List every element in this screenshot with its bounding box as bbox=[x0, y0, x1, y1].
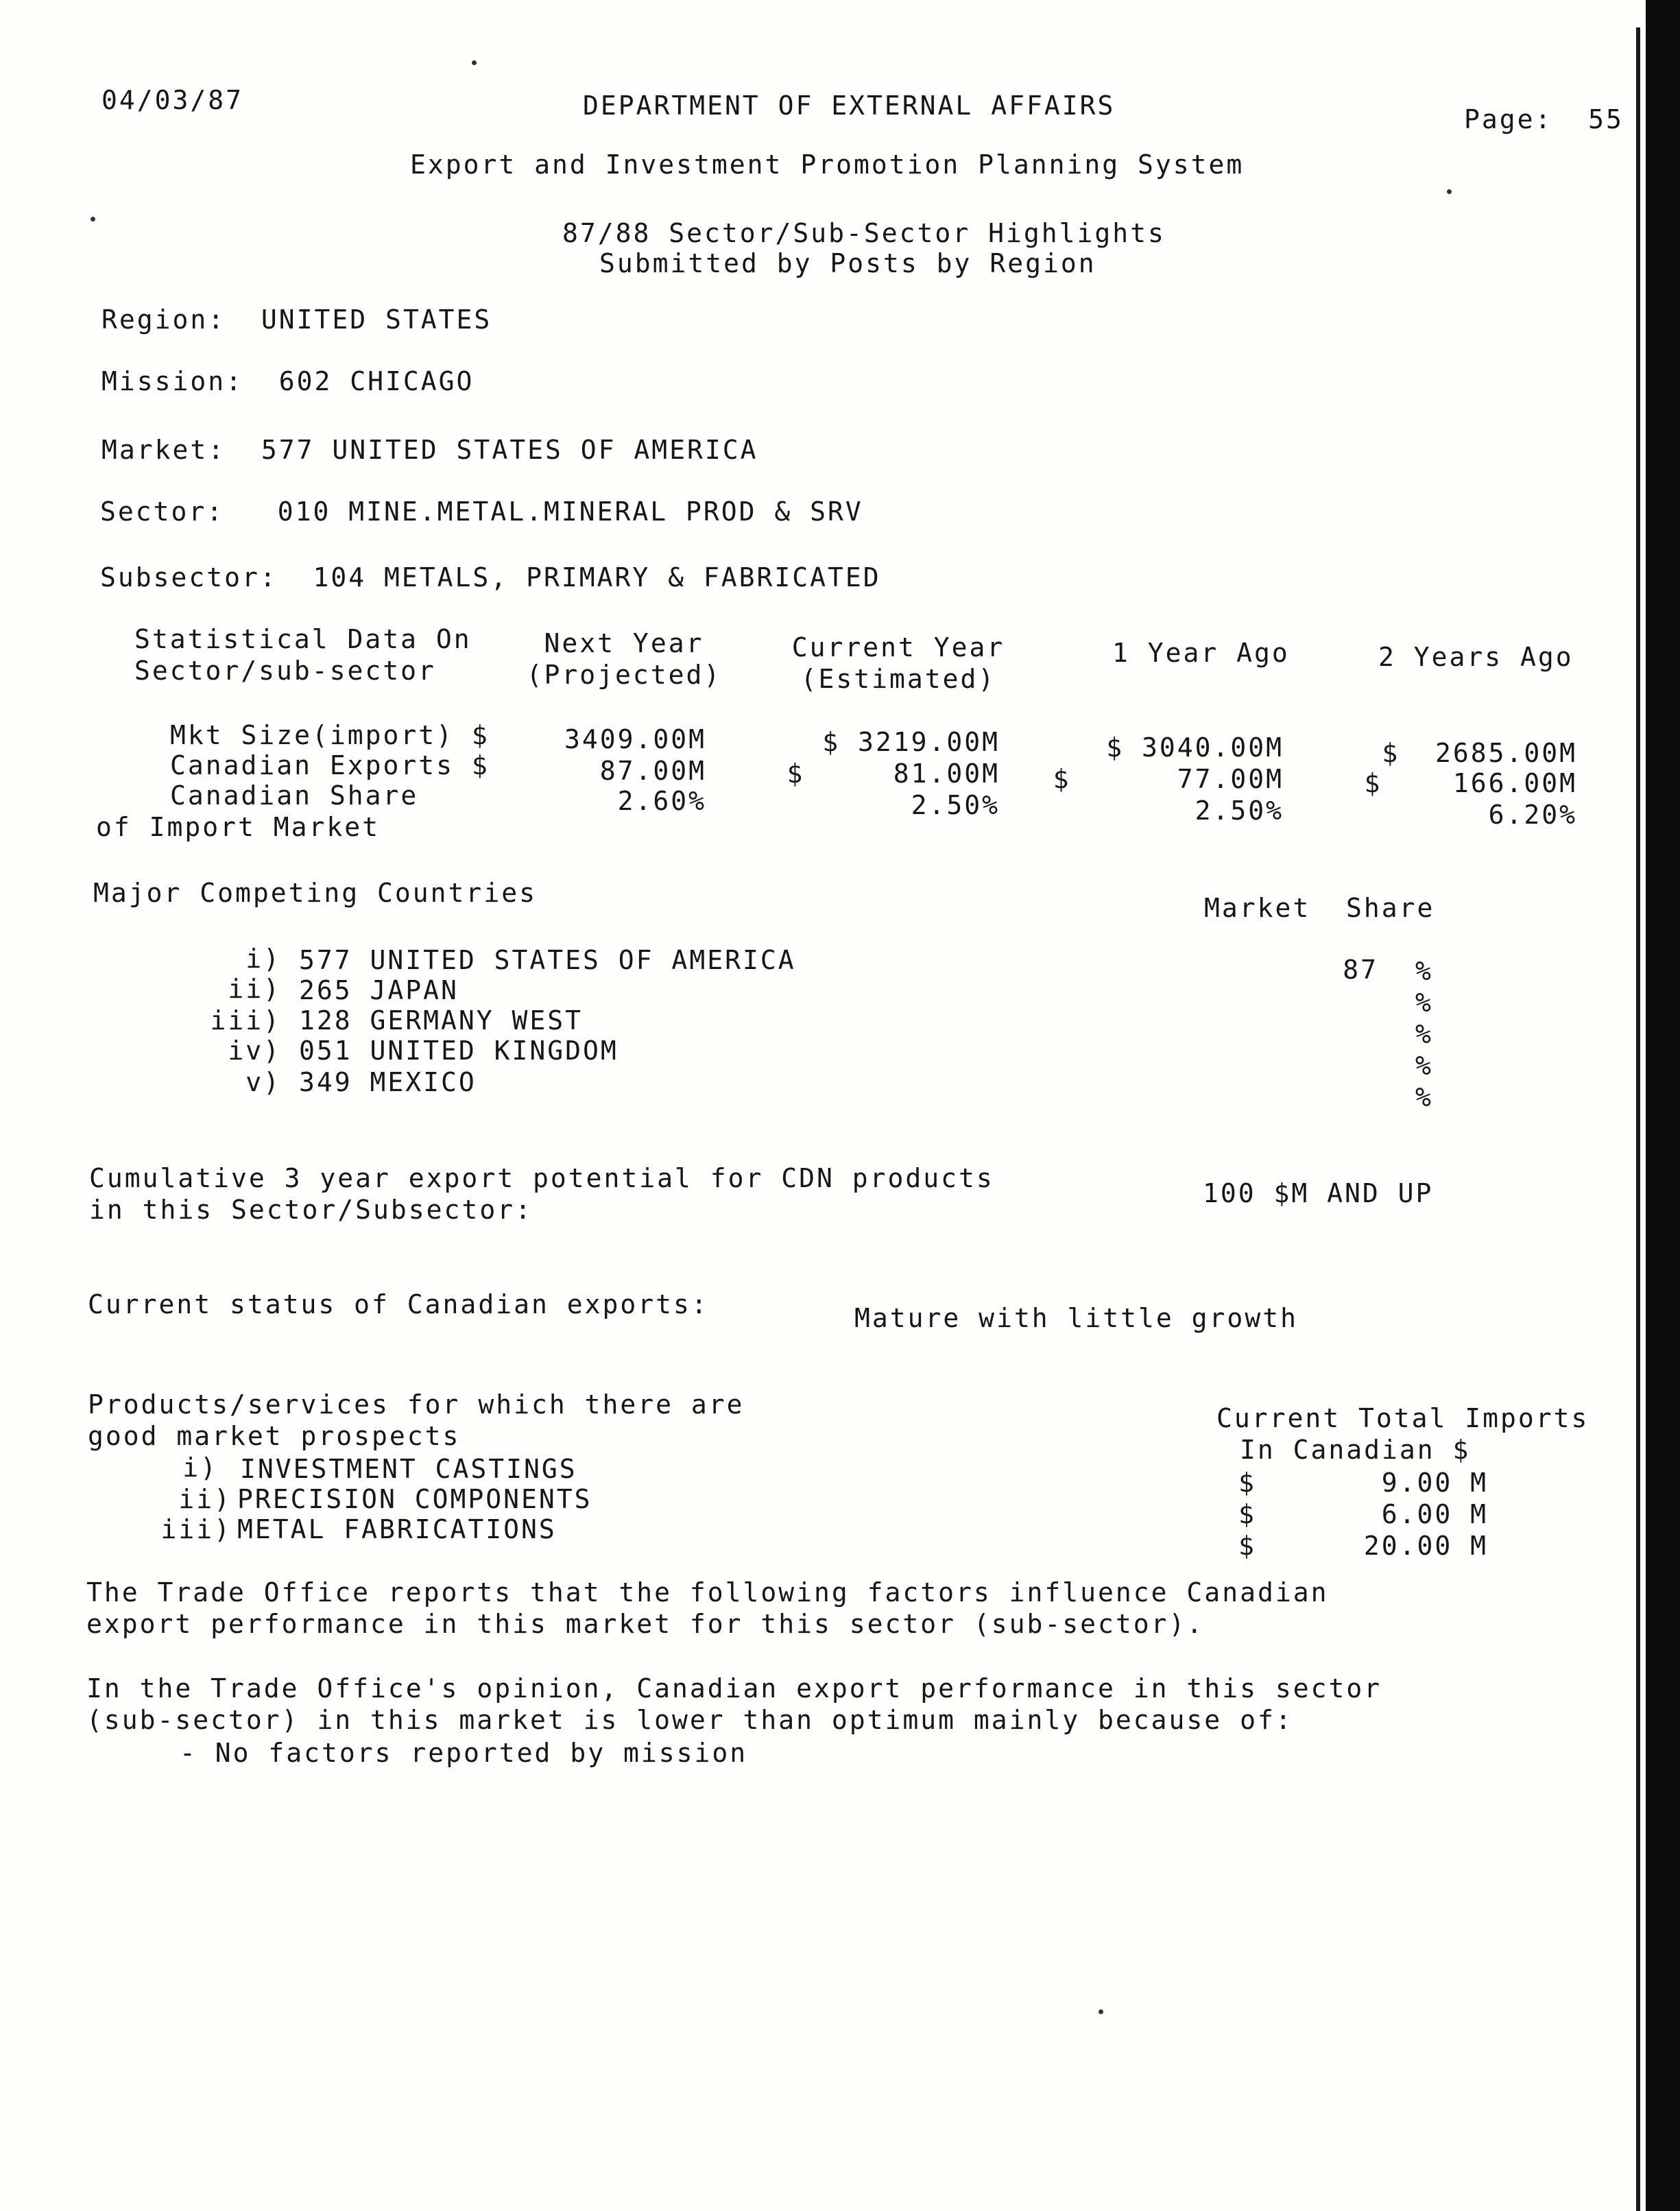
item-number: ii) bbox=[228, 974, 281, 1004]
two-years-ago-value: $ 2685.00M bbox=[1382, 738, 1577, 768]
item-number: iii) bbox=[210, 1005, 281, 1036]
one-year-ago-value: 2.50% bbox=[1195, 796, 1284, 826]
currency-sign: $ bbox=[1238, 1531, 1256, 1561]
col-current-year: Current Year bbox=[791, 632, 1005, 662]
percent-sign: % bbox=[1415, 1019, 1433, 1049]
item-number: iii) bbox=[160, 1514, 232, 1544]
products-heading-line2: good market prospects bbox=[88, 1421, 461, 1451]
row-label: Canadian Exports $ bbox=[170, 750, 490, 780]
currency-sign: $ bbox=[1238, 1499, 1256, 1529]
country-name: 577 UNITED STATES OF AMERICA bbox=[299, 945, 796, 975]
item-number: i) bbox=[182, 1453, 218, 1483]
market-share-heading: Market Share bbox=[1204, 893, 1435, 923]
factors-text-line2: export performance in this market for this sector (sub-sector). bbox=[86, 1609, 1205, 1639]
share-value: 87 bbox=[1343, 955, 1378, 985]
product-name: PRECISION COMPONENTS bbox=[237, 1484, 592, 1514]
status-label: Current status of Canadian exports: bbox=[88, 1289, 709, 1319]
country-name: 349 MEXICO bbox=[299, 1067, 477, 1097]
one-year-ago-value: $ 77.00M bbox=[1053, 764, 1284, 794]
region-field: Region: UNITED STATES bbox=[101, 304, 492, 335]
mission-field: Mission: 602 CHICAGO bbox=[101, 366, 475, 396]
system-name: Export and Investment Promotion Planning System bbox=[410, 150, 1245, 180]
report-subtitle: Submitted by Posts by Region bbox=[599, 248, 1096, 278]
department-name: DEPARTMENT OF EXTERNAL AFFAIRS bbox=[583, 91, 1116, 121]
percent-sign: % bbox=[1415, 1082, 1433, 1112]
two-years-ago-value: $ 166.00M bbox=[1364, 768, 1577, 798]
market-field: Market: 577 UNITED STATES OF AMERICA bbox=[101, 435, 758, 465]
two-years-ago-value: 6.20% bbox=[1488, 800, 1577, 830]
imports-subheading: In Canadian $ bbox=[1240, 1435, 1471, 1465]
report-title: 87/88 Sector/Sub-Sector Highlights bbox=[562, 218, 1166, 248]
one-year-ago-value: $ 3040.00M bbox=[1106, 732, 1284, 763]
current-year-value: $ 81.00M bbox=[787, 758, 1000, 789]
import-amount: 20.00 M bbox=[1363, 1531, 1488, 1561]
col-1-year-ago: 1 Year Ago bbox=[1112, 638, 1290, 668]
col-next-year-note: (Projected) bbox=[526, 660, 722, 690]
percent-sign: % bbox=[1415, 1051, 1433, 1081]
import-amount: 9.00 M bbox=[1381, 1468, 1488, 1498]
competitors-heading: Major Competing Countries bbox=[93, 878, 537, 908]
imports-heading: Current Total Imports bbox=[1216, 1403, 1589, 1433]
potential-value: 100 $M AND UP bbox=[1203, 1178, 1434, 1208]
status-value: Mature with little growth bbox=[854, 1303, 1298, 1333]
country-name: 128 GERMANY WEST bbox=[299, 1005, 584, 1036]
products-heading-line1: Products/services for which there are bbox=[88, 1389, 745, 1420]
scan-edge-bar bbox=[1646, 0, 1680, 2211]
stats-label-line1: Statistical Data On bbox=[134, 624, 472, 654]
item-number: i) bbox=[245, 944, 281, 974]
factors-text-line1: The Trade Office reports that the following factors influence Canadian bbox=[86, 1577, 1329, 1608]
scan-speck bbox=[472, 60, 477, 65]
report-date: 04/03/87 bbox=[101, 85, 244, 115]
potential-label-line1: Cumulative 3 year export potential for CDN products bbox=[89, 1163, 994, 1193]
page-number: Page: 55 bbox=[1464, 104, 1624, 134]
scan-edge-gap bbox=[1640, 21, 1646, 2211]
opinion-text-line1: In the Trade Office's opinion, Canadian export performance in this sector bbox=[86, 1673, 1382, 1704]
country-name: 265 JAPAN bbox=[299, 975, 459, 1005]
product-name: METAL FABRICATIONS bbox=[237, 1514, 557, 1544]
next-year-value: 2.60% bbox=[617, 786, 706, 816]
scan-edge-line bbox=[1636, 27, 1640, 2211]
stats-label-line2: Sector/sub-sector bbox=[134, 656, 436, 686]
percent-sign: % bbox=[1415, 956, 1433, 986]
current-year-value: $ 3219.00M bbox=[822, 727, 1000, 757]
scan-speck bbox=[1099, 2009, 1103, 2014]
opinion-text-line2: (sub-sector) in this market is lower than optimum mainly because of: bbox=[86, 1705, 1293, 1735]
col-current-year-note: (Estimated) bbox=[800, 664, 996, 694]
potential-label-line2: in this Sector/Subsector: bbox=[89, 1195, 533, 1225]
share-label-continued: of Import Market bbox=[96, 812, 381, 842]
current-year-value: 2.50% bbox=[911, 790, 1000, 820]
next-year-value: 87.00M bbox=[599, 756, 706, 786]
sector-field: Sector: 010 MINE.METAL.MINERAL PROD & SRV bbox=[100, 497, 863, 527]
item-number: iv) bbox=[228, 1036, 281, 1066]
col-2-years-ago: 2 Years Ago bbox=[1378, 642, 1574, 672]
next-year-value: 3409.00M bbox=[564, 724, 706, 754]
country-name: 051 UNITED KINGDOM bbox=[299, 1036, 619, 1066]
currency-sign: $ bbox=[1238, 1468, 1256, 1498]
item-number: v) bbox=[245, 1067, 281, 1097]
row-label: Canadian Share bbox=[170, 780, 419, 811]
percent-sign: % bbox=[1415, 988, 1433, 1018]
scan-speck bbox=[91, 217, 95, 222]
import-amount: 6.00 M bbox=[1381, 1499, 1488, 1529]
reason-item: - No factors reported by mission bbox=[180, 1738, 748, 1768]
subsector-field: Subsector: 104 METALS, PRIMARY & FABRICATED bbox=[100, 562, 881, 593]
product-name: INVESTMENT CASTINGS bbox=[240, 1454, 577, 1484]
col-next-year: Next Year bbox=[544, 628, 704, 658]
item-number: ii) bbox=[178, 1484, 232, 1514]
row-label: Mkt Size(import) $ bbox=[170, 720, 490, 750]
scan-speck bbox=[1447, 189, 1452, 194]
